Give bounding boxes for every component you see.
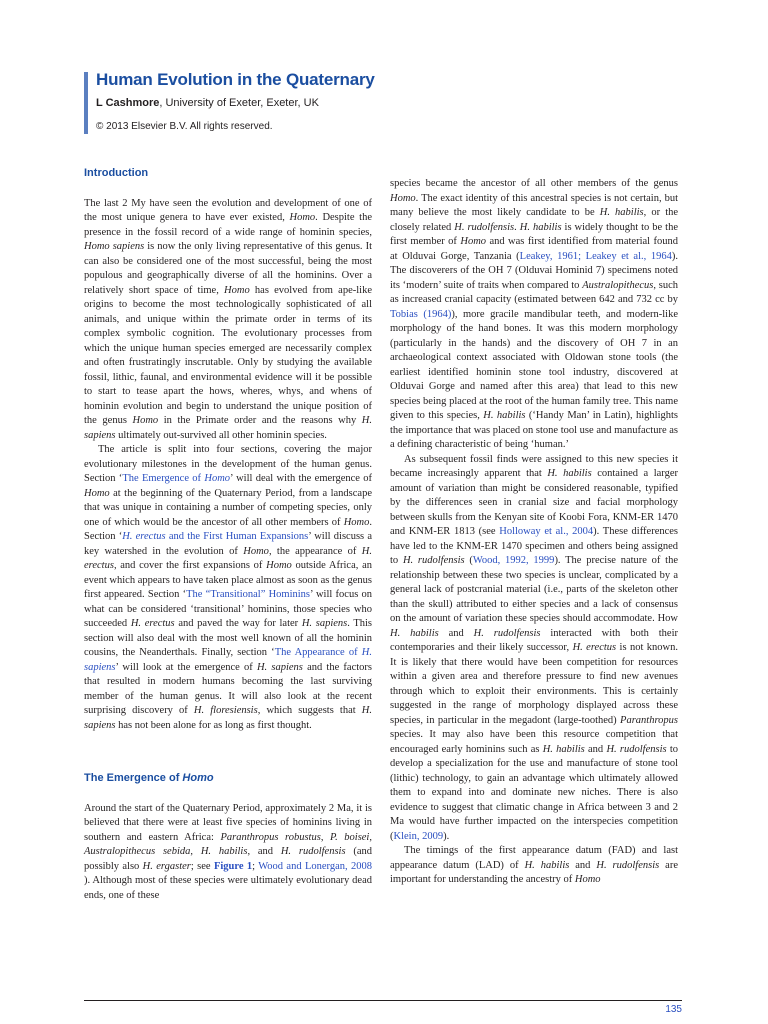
link-h-erectus-section[interactable]: H. erectus and the First Human Expansions <box>122 531 309 542</box>
author-name: L Cashmore <box>96 97 160 109</box>
author-line <box>96 97 319 109</box>
emergence-paragraph-2: species became the ancestor of all other members of the genus Homo. The exact identity of this ancestral species is not certain, but many believe the most likely candidate to be H. habilis, or the closely related H. rudolfensis. H. habilis is widely thought to be the first member of Homo and was first identified from material found at Olduvai Gorge, Tanzania (Leakey, 1961; Leakey et al., 1964). The discoverers of the OH 7 (Olduvai Hominid 7) specimens noted its ‘modern’ suite of traits when compared to Australopithecus, such as increased cranial capacity (estimated between 642 and 732 cc by Tobias (1964)), more gracile mandibular teeth, and modern-like morphology of the hand bones. It was this modern morphology (particularly in the hands) and the discovery of OH 7 in an archaeological context associated with Oldowan stone tools (the earliest identified hominin stone tool industry, discovered at Olduvai Gorge and named after this area) that lead to this new species being placed at the root of the human family tree. This name given to this species, H. habilis (‘Handy Man’ in Latin), highlights the importance that was placed on stone tool use and manufacture as a defining characteristic of being ‘human.’ <box>390 178 679 450</box>
link-holloway-2004[interactable]: Holloway et al., 2004 <box>499 526 594 537</box>
right-column <box>390 177 678 888</box>
title-accent-bar <box>84 72 88 134</box>
page-number: 135 <box>665 1004 682 1015</box>
left-column <box>84 166 372 903</box>
author-affiliation: , University of Exeter, Exeter, UK <box>159 97 319 109</box>
copyright-notice: © 2013 Elsevier B.V. All rights reserved. <box>96 121 273 132</box>
link-tobias-1964[interactable]: Tobias (1964) <box>390 308 452 320</box>
intro-heading: Introduction <box>84 167 149 179</box>
link-figure-1[interactable]: Figure 1 <box>213 860 253 872</box>
intro-paragraph-1: The last 2 My have seen the evolution and development of one of the most unique genera to have ever existed, Homo. Despite the presence in the fossil record of a wide range of hominin species, Homo sapiens is now the only living representative of this genus. It can also be considered one of the most successful, being the most populous and geographically diverse of all the hominins. Over a relatively short space of time, Homo has evolved from ape-like origins to become the most technologically sophisticated of all animals, and unique within the primate order in terms of its complex symbolic cognition. The evolutionary processes from which the unique human species emerged are necessarily complex and often frustratingly inscrutable. Only by studying the available fossil, lithic, faunal, and environmental evidence will it be possible to start to tease apart the hows, wheres, whys, and whens of hominin evolution and begin to understand the unique position of the genus Homo in the Primate order and the reasons why H. sapiens ultimately out-survived all other hominin species. <box>84 197 372 441</box>
emergence-paragraph-1: Around the start of the Quaternary Period, approximately 2 Ma, it is believed that there were at least five species of hominins living in southern and eastern Africa: Paranthropus robustus, P. boisei, Australopithecus sebida, H. habilis, and H. rudolfensis (and possibly also H. ergaster; see Figure 1; Wood and Lonergan, 2008 ). Although most of these species were ultimately evolutionary dead ends, one of these <box>84 802 372 901</box>
footer-rule <box>84 1000 682 1001</box>
link-leakey-1961[interactable]: Leakey, 1961; Leakey et al., 1964 <box>519 250 672 262</box>
link-appearance-h-sapiens[interactable]: The Appearance of H. sapiens <box>84 647 372 673</box>
emergence-paragraph-4: The timings of the first appearance datum (FAD) and last appearance datum (LAD) of H. habilis and H. rudolfensis are important for understanding the ancestry of Homo <box>390 845 678 885</box>
article-title: Human Evolution in the Quaternary <box>96 70 375 89</box>
link-transitional-hominins[interactable]: The “Transitional” Hominins <box>186 589 311 600</box>
link-emergence-of-homo[interactable]: The Emergence of Homo <box>122 473 231 484</box>
link-wood-1992[interactable]: Wood, 1992, 1999 <box>472 555 555 566</box>
emergence-paragraph-3: As subsequent fossil finds were assigned to this new species it became increasingly apparent that H. habilis contained a larger amount of variation than might be considered reasonable, typified by the differences seen in cranial size and facial morphology between skulls from the Kenyan site of Koobi Fora, KNM-ER 1470 and KNM-ER 1813 (see Holloway et al., 2004). These differences have led to the KNM-ER 1470 specimen and others being assigned to H. rudolfensis (Wood, 1992, 1999). The precise nature of the relationship between these two species is unclear, complicated by a general lack of postcranial material (i.e., parts of the skeleton other than the skull) attributed to either species and a lack of consensus on the amount of variation these species should accommodate. How H. habilis and H. rudolfensis interacted with both their contemporaries and their likely successor, H. erectus is not known. It is likely that there would have been competition for resources within a given area and therefore pressure to find new avenues through which to exploit their environments. This is certainly suggested in the range of morphology displayed across these species, in particular in the megadont (large-toothed) Paranthropus species. It may also have been this resource competition that encouraged early hominins such as H. habilis and H. rudolfensis to develop a specialization for the use and manufacture of stone tool (lithic) technology, to gain an advantage which ultimately allowed them to expand into and dominate new niches. There is also evidence to suggest that climatic change in Africa between 3 and 2 Ma would have further impacted on the interspecies competition (Klein, 2009). <box>390 453 679 842</box>
emergence-heading: The Emergence of Homo <box>84 772 214 784</box>
link-klein-2009[interactable]: Klein, 2009 <box>393 830 444 842</box>
intro-paragraph-2: The article is split into four sections, covering the major evolutionary milestones in the development of the human genus. Section ‘The Emergence of Homo’ will deal with the emergence of Homo at the beginning of the Quaternary Period, from a landscape that was unique in containing a number of competing species, only one of which would be the ancestor of all other members of Homo. Section ‘H. erectus and the First Human Expansions’ will discuss a key watershed in the evolution of Homo, the appearance of H. erectus, and cover the first expansions of Homo outside Africa, an event which appears to have taken place almost as soon as the genus first appeared. Section ‘The “Transitional” Hominins’ will focus on what can be considered ‘transitional’ hominins, those species who succeeded H. erectus and paved the way for later H. sapiens. This section will also deal with the most well known of all the hominin cousins, the Neanderthals. Finally, section ‘The Appearance of H. sapiens’ will look at the emergence of H. sapiens and the factors that resulted in modern humans becoming the last surviving member of the human genus. It will also look at the recent surprising discovery of H. floresiensis, which suggests that H. sapiens has not been alone for as long as first thought. <box>84 444 373 731</box>
link-wood-lonergan-2008[interactable]: Wood and Lonergan, 2008 <box>258 860 372 872</box>
